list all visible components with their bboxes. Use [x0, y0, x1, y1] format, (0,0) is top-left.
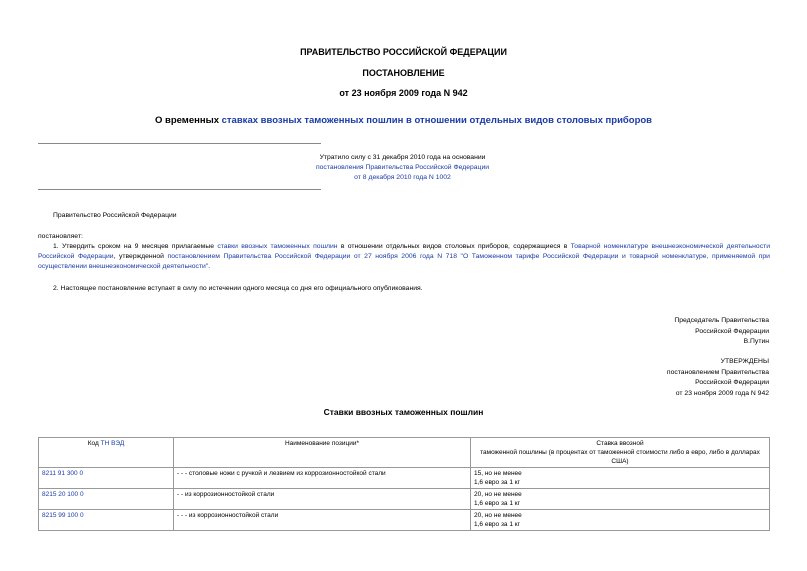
approved-line-4: от 23 ноября 2009 года N 942: [675, 389, 769, 397]
header-rate-line-2: таможенной пошлины (в процентах от таможенной стоимости либо в евро, либо в долларах США): [480, 449, 760, 465]
row-name: - - - столовые ножи с ручкой и лезвием из коррозионностойкой стали: [174, 468, 471, 489]
row-rate: [471, 489, 770, 510]
p1-text-b: в отношении отдельных видов столовых приборов, содержащиеся в: [337, 243, 571, 250]
approved-heading: УТВЕРЖДЕНЫ: [720, 358, 769, 365]
p1-link-rates[interactable]: ставки ввозных таможенных пошлин: [217, 243, 338, 250]
decides-text: постановляет:: [38, 233, 83, 240]
document-title: [0, 115, 807, 126]
header-code-label: Код: [87, 440, 101, 447]
p1-text-a: 1. Утвердить сроком на 9 месяцев прилагаемые: [53, 243, 218, 250]
p1-link-nomenclature[interactable]: Товарной номенклатуре внешнеэкономической деятельности Российской Федерации: [38, 243, 771, 260]
signature-line-1: Председатель Правительства: [674, 317, 769, 324]
approval-block: [667, 357, 769, 399]
signature-line-2: Российской Федерации: [695, 327, 769, 335]
approved-line-3: Российской Федерации: [695, 379, 769, 386]
row-rate-line-2: 1,6 евро за 1 кг: [474, 479, 520, 486]
signature-block: [674, 316, 769, 348]
status-link-line-2[interactable]: постановления Правительства Российской Федерации: [315, 164, 490, 171]
document-type: ПОСТАНОВЛЕНИЕ: [362, 68, 445, 78]
divider-bottom: [38, 189, 321, 190]
header-code-link[interactable]: ТН ВЭД: [100, 440, 125, 447]
rates-table: [38, 437, 770, 531]
table-row: [39, 510, 770, 531]
p1-text-d: .: [208, 263, 211, 270]
header-name: Наименование позиции*: [174, 438, 471, 468]
intro-text: Правительство Российской Федерации: [53, 212, 177, 219]
paragraph-1: [38, 242, 770, 272]
approved-line-2: постановлением Правительства: [666, 368, 769, 376]
table-row: [39, 489, 770, 510]
status-line-1: Утратило силу с 31 декабря 2010 года на основании: [319, 154, 486, 161]
paragraph-2: 2. Настоящее постановление вступает в силу по истечении одного месяца со дня его официального опубликования.: [53, 285, 423, 292]
signature-name: В.Путин: [743, 338, 769, 345]
table-title: Ставки ввозных таможенных пошлин: [323, 407, 484, 417]
divider-top: [38, 143, 321, 144]
row-name: - - - из коррозионностойкой стали: [174, 510, 471, 531]
row-rate: [471, 510, 770, 531]
table-row: [39, 468, 770, 489]
title-link[interactable]: ставках ввозных таможенных пошлин в отношении отдельных видов столовых приборов: [221, 115, 653, 126]
row-code[interactable]: 8215 20 100 0: [39, 489, 174, 510]
title-prefix: О временных: [154, 115, 222, 126]
header-rate-line-1: Ставка ввозной: [596, 440, 644, 447]
header-code: [39, 438, 174, 468]
row-code[interactable]: 8215 99 100 0: [39, 510, 174, 531]
government-heading: ПРАВИТЕЛЬСТВО РОССИЙСКОЙ ФЕДЕРАЦИИ: [300, 47, 507, 57]
document-date-number: от 23 ноября 2009 года N 942: [339, 88, 468, 98]
row-rate-line-1: 20, но не менее: [474, 512, 522, 519]
row-rate-line-2: 1,6 евро за 1 кг: [474, 521, 520, 528]
header-rate: [471, 438, 770, 468]
status-link-line-3[interactable]: от 8 декабря 2010 года N 1002: [354, 174, 451, 181]
status-note: [300, 153, 505, 183]
row-rate-line-1: 15, но не менее: [474, 470, 522, 477]
p1-link-decree[interactable]: постановлением Правительства Российской Федерации от 27 ноября 2006 года N 718 "О Таможенном тарифе Российской Федерации и товарной номенклатуре, применяемой при осуществлении внешнеэкономической деятельности": [38, 253, 770, 270]
row-rate: [471, 468, 770, 489]
row-rate-line-2: 1,6 евро за 1 кг: [474, 500, 520, 507]
table-header-row: [39, 438, 770, 468]
row-name: - - из коррозионностойкой стали: [174, 489, 471, 510]
row-rate-line-1: 20, но не менее: [474, 491, 522, 498]
p1-text-c: , утвержденной: [113, 253, 168, 260]
row-code[interactable]: 8211 91 300 0: [39, 468, 174, 489]
